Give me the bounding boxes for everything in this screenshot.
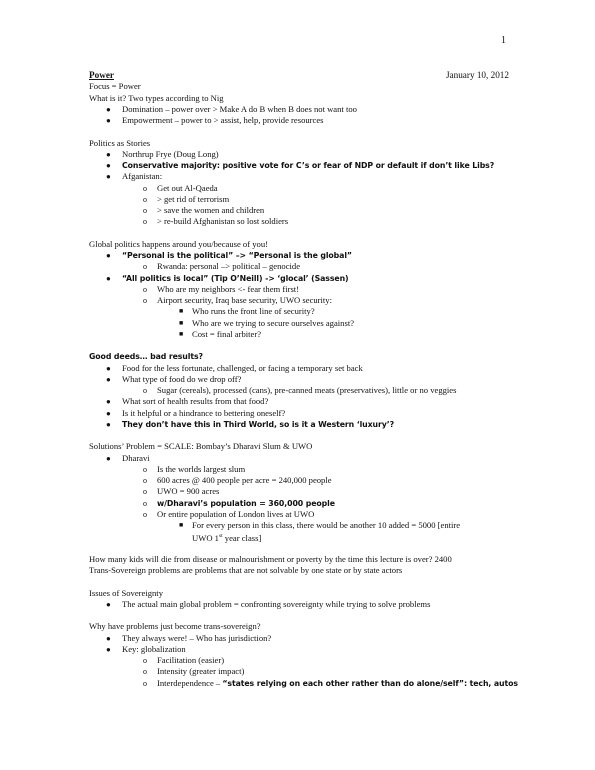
list-item: o Who are my neighbors <- fear them first! [143,283,300,294]
spacer [89,576,509,587]
list-item: ■ Who are we trying to secure ourselves against? [179,317,355,328]
section-heading: Issues of Sovereignty [89,587,163,598]
bullet-icon: ● [106,644,111,654]
bullet-icon: ● [106,419,111,429]
list-item: ● “Personal is the political” –> “Personal is the global” [106,251,352,260]
list-item: ● Domination – power over > Make A do B when B does not want too [106,103,357,114]
section-heading: Politics as Stories [89,137,151,148]
section-heading: Why have problems just become trans-sovereign? [89,621,261,632]
document-body [89,70,518,689]
list-item: ■ Cost = final arbiter? [179,328,262,339]
circle-bullet-icon: o [143,656,147,665]
list-item: ● They don’t have this in Third World, so is it a Western ‘luxury’? [106,419,395,429]
list-item: ● Northrup Frye (Doug Long) [106,148,219,159]
square-bullet-icon: ■ [179,307,184,316]
bullet-icon: ● [106,149,111,159]
bullet-icon: ● [106,273,111,283]
bullet-icon: ● [106,161,111,170]
circle-bullet-icon: o [143,498,147,508]
bullet-icon: ● [106,374,111,384]
list-item: o Facilitation (easier) [143,655,225,665]
title-row [89,70,509,81]
list-item: ● Afganistan: [106,171,163,182]
list-item-continuation: UWO 1st year class] [192,533,262,544]
list-item: ● They always were! – Who has jurisdiction? [106,632,272,643]
circle-bullet-icon: o [143,476,147,485]
list-item: o > save the women and children [143,205,265,215]
list-item: ■ For every person in this class, there would be another 10 added = 5000 [entire [179,520,461,530]
bullet-icon: ● [106,397,111,407]
list-item: o Sugar (cereals), processed (cans), pre-canned meats (preservatives), little or no veggies [143,385,457,395]
circle-bullet-icon: o [143,262,147,272]
circle-bullet-icon: o [143,509,147,519]
spacer [89,543,509,554]
list-item: o Get out Al-Qaeda [143,182,218,193]
circle-bullet-icon: o [143,464,147,474]
bullet-icon: ● [106,116,111,125]
section-heading: Global politics happens around you/because of you! [89,238,268,249]
bullet-icon: ● [106,251,111,260]
spacer [89,610,509,621]
list-item: o Rwanda: personal –> political – genocide [143,261,301,272]
list-item: ● The actual main global problem = confronting sovereignty while trying to solve problems [106,598,431,609]
list-item: ■ Who runs the front line of security? [179,306,315,317]
bullet-icon: ● [106,408,111,418]
text-line: Trans-Sovereign problems are problems that are not solvable by one state or by state actors [89,565,403,575]
spacer [89,430,509,441]
circle-bullet-icon: o [143,206,147,215]
spacer [89,340,509,351]
page-title: Power [89,70,114,80]
text-line: What is it? Two types according to Nig [89,92,224,103]
list-item: o w/Dharavi’s population = 360,000 people [143,498,335,508]
list-item: ● Dharavi [106,452,150,463]
text-line: Focus = Power [89,81,141,92]
bullet-icon: ● [106,599,111,609]
list-item: o Interdependence – “states relying on each other rather than do alone/self”: tech, autos [143,677,518,688]
square-bullet-icon: ■ [179,318,184,327]
text-line: How many kids will die from disease or malnourishment or poverty by the time this lecture is over? 2400 [89,553,452,564]
spacer [89,126,509,137]
list-item: ● “All politics is local” (Tip O’Neill) -> ‘glocal’ (Sassen) [106,273,349,283]
bullet-icon: ● [106,104,111,114]
list-item: o 600 acres @ 400 people per acre = 240,000 people [143,475,332,485]
list-item: ● What type of food do we drop off? [106,373,242,384]
circle-bullet-icon: o [143,296,147,305]
date: January 10, 2012 [445,70,509,80]
list-item: o > get rid of terrorism [143,193,230,204]
bullet-icon: ● [106,363,111,373]
list-item: o Intensity (greater impact) [143,666,245,677]
list-item: ● Empowerment – power to > assist, help, provide resources [106,115,324,125]
list-item: ● Is it helpful or a hindrance to bettering oneself? [106,407,286,418]
list-item: o > re-build Afghanistan so lost soldiers [143,216,289,227]
circle-bullet-icon: o [143,487,147,497]
circle-bullet-icon: o [143,284,147,294]
list-item: o Is the worlds largest slum [143,463,246,474]
bullet-icon: ● [106,633,111,643]
circle-bullet-icon: o [143,183,147,193]
list-item: ● Conservative majority: positive vote for C’s or fear of NDP or default if don’t like Libs? [106,161,495,170]
list-item: ● Food for the less fortunate, challenged, or facing a temporary set back [106,362,363,373]
bullet-icon: ● [106,172,111,182]
list-item: ● What sort of health results from that food? [106,396,269,407]
square-bullet-icon: ■ [179,329,184,338]
circle-bullet-icon: o [143,386,147,395]
circle-bullet-icon: o [143,217,147,227]
circle-bullet-icon: o [143,194,147,204]
list-item: o UWO = 900 acres [143,486,220,497]
circle-bullet-icon: o [143,667,147,677]
section-heading: Solutions’ Problem = SCALE: Bombay’s Dharavi Slum & UWO [89,441,313,452]
spacer [89,228,509,239]
list-item: o Or entire population of London lives at UWO [143,508,315,519]
section-heading: Good deeds… bad results? [89,352,203,362]
bullet-icon: ● [106,453,111,463]
square-bullet-icon: ■ [179,521,184,529]
circle-bullet-icon: o [143,678,147,688]
page-number: 1 [501,35,506,46]
list-item: ● Key: globalization [106,643,186,654]
list-item: o Airport security, Iraq base security, UWO security: [143,295,332,305]
